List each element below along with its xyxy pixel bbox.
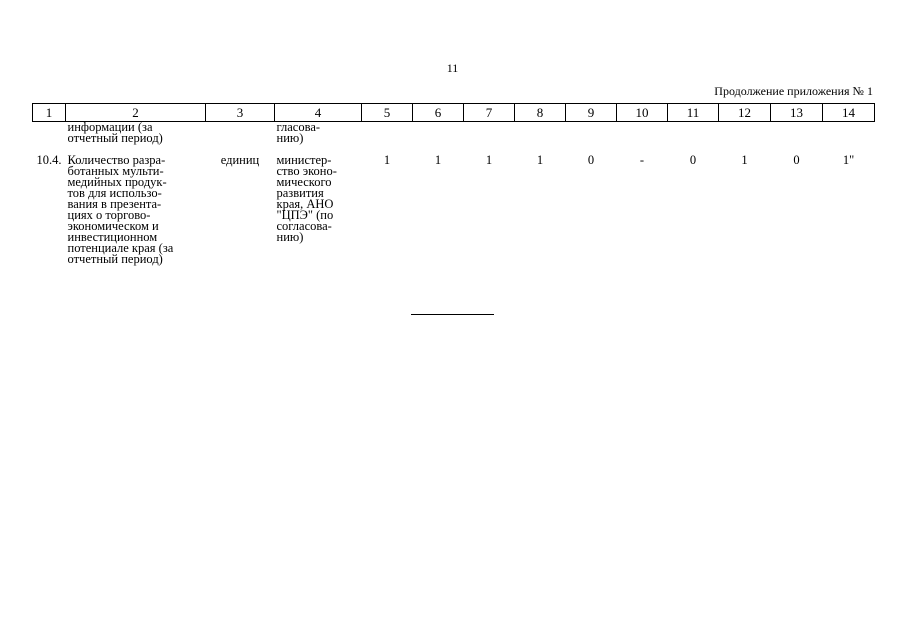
column-header: 2 bbox=[66, 104, 206, 122]
column-header: 7 bbox=[464, 104, 515, 122]
value-cell: 1" bbox=[842, 153, 855, 167]
appendix-continuation-note: Продолжение приложения № 1 bbox=[714, 84, 873, 98]
column-header: 3 bbox=[206, 104, 275, 122]
responsible-line: "ЦПЭ" (по bbox=[276, 208, 334, 222]
indicator-name-line: циях о торгово- bbox=[67, 208, 151, 222]
responsible-cell bbox=[275, 122, 362, 145]
indicator-name-line: отчетный период) bbox=[67, 252, 163, 266]
responsible-line: мического bbox=[276, 175, 332, 189]
column-header: 10 bbox=[617, 104, 668, 122]
indicator-name-line: ботанных мульти- bbox=[67, 164, 164, 178]
indicator-name-line: информации (за bbox=[67, 120, 153, 134]
value-cell: 0 bbox=[793, 153, 800, 167]
column-header: 13 bbox=[771, 104, 823, 122]
value-cell: 0 bbox=[689, 153, 697, 167]
closing-divider-line bbox=[411, 314, 494, 315]
column-header: 8 bbox=[515, 104, 566, 122]
table-row bbox=[33, 144, 875, 265]
value-cell: 1 bbox=[383, 153, 391, 167]
responsible-cell bbox=[275, 144, 362, 265]
responsible-line: ство эконо- bbox=[276, 164, 337, 178]
indicator-name-cell bbox=[66, 144, 206, 265]
responsible-line: нию) bbox=[276, 131, 304, 145]
indicator-name-line: потенциале края (за bbox=[67, 241, 174, 255]
value-cell: 0 bbox=[587, 153, 595, 167]
value-cell: 1 bbox=[536, 153, 544, 167]
column-header: 5 bbox=[362, 104, 413, 122]
indicator-name-line: Количество разра- bbox=[67, 153, 166, 167]
continuation-row bbox=[33, 122, 875, 145]
indicator-name-cell bbox=[66, 122, 206, 145]
indicator-name-line: инвестиционном bbox=[67, 230, 158, 244]
unit-cell: единиц bbox=[220, 153, 260, 167]
responsible-line: края, АНО bbox=[276, 197, 334, 211]
column-header: 4 bbox=[275, 104, 362, 122]
value-cell: 1 bbox=[741, 153, 748, 167]
column-header: 9 bbox=[566, 104, 617, 122]
responsible-line: нию) bbox=[276, 230, 304, 244]
indicator-name-line: экономическом и bbox=[67, 219, 159, 233]
column-header: 12 bbox=[719, 104, 771, 122]
indicator-name-line: отчетный период) bbox=[67, 131, 163, 145]
column-header: 14 bbox=[823, 104, 875, 122]
column-header: 11 bbox=[668, 104, 719, 122]
indicator-name-line: вания в презента- bbox=[67, 197, 162, 211]
page-number: 11 bbox=[446, 61, 459, 75]
indicators-table bbox=[32, 103, 875, 265]
responsible-line: согласова- bbox=[276, 219, 332, 233]
responsible-line: министер- bbox=[276, 153, 332, 167]
unit-cell bbox=[206, 122, 275, 145]
indicator-name-line: тов для использо- bbox=[67, 186, 162, 200]
value-cell: 1 bbox=[485, 153, 493, 167]
value-cell: - bbox=[639, 153, 645, 167]
column-header: 1 bbox=[33, 104, 66, 122]
responsible-line: развития bbox=[276, 186, 324, 200]
row-number-cell bbox=[33, 122, 66, 145]
responsible-line: гласова- bbox=[276, 120, 321, 134]
column-header: 6 bbox=[413, 104, 464, 122]
indicator-name-line: медийных продук- bbox=[67, 175, 167, 189]
value-cell: 1 bbox=[434, 153, 442, 167]
table-header-row bbox=[33, 104, 875, 122]
row-number-cell: 10.4. bbox=[36, 153, 62, 167]
